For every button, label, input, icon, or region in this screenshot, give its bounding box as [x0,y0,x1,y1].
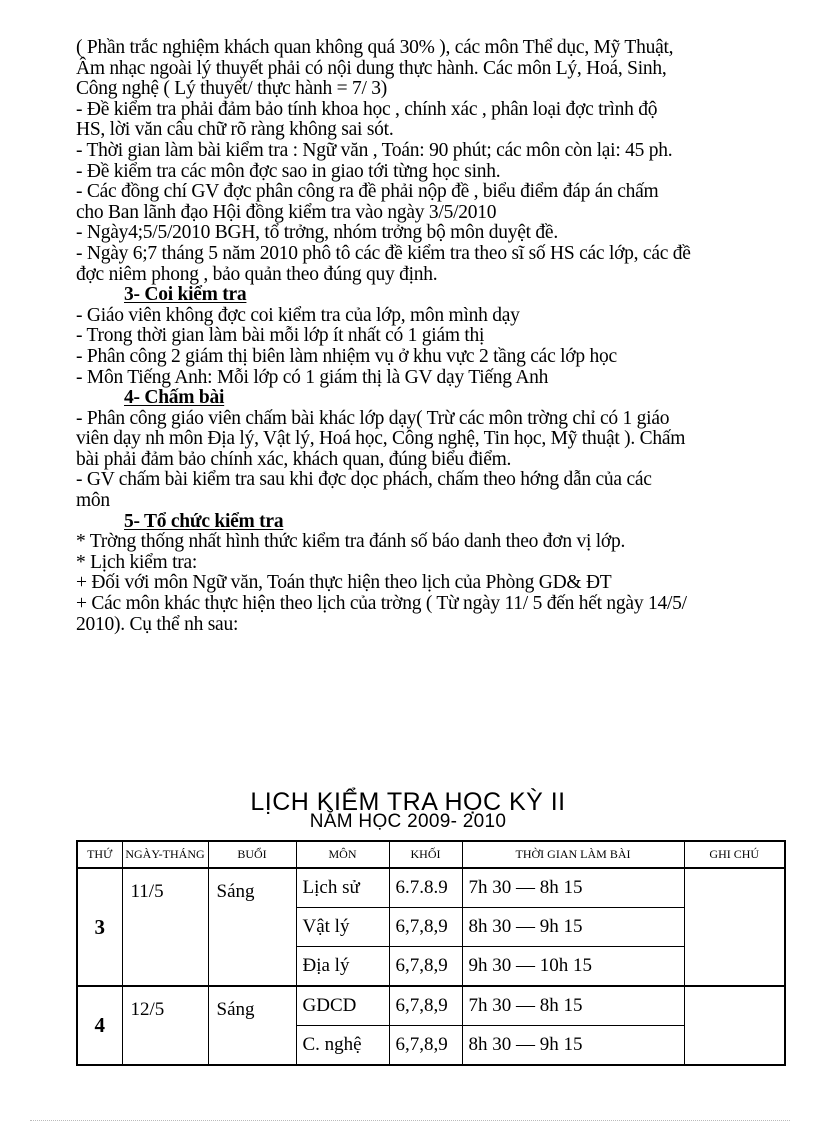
time-cell: 7h 30 — 8h 15 [462,868,684,908]
text-line: - Trong thời gian làm bài mỗi lớp ít nhất có 1 giám thị [76,325,485,347]
time-cell: 7h 30 — 8h 15 [462,986,684,1026]
session-cell: Sáng [208,986,296,1065]
text-line: ( Phần trắc nghiệm khách quan không quá 30% ), các môn Thể dục, Mỹ Thuật, [76,37,674,58]
table-header-row [77,841,785,868]
time-cell: 8h 30 — 9h 15 [462,1026,684,1066]
text-line: - Ngày4;5/5/2010 BGH, tổ trởng, nhóm trởng bộ môn duyệt đề. [76,222,558,244]
text-line: Công nghệ ( Lý thuyết/ thực hành = 7/ 3) [76,78,388,100]
grade-cell: 6,7,8,9 [389,947,462,987]
date-cell: 12/5 [122,986,208,1065]
text-line: - Phân công giáo viên chấm bài khác lớp dạy( Trừ các môn trờng chỉ có 1 giáo [76,407,670,429]
text-line: * Lịch kiểm tra: [76,551,198,573]
text-line: 2010). Cụ thể nh sau: [76,613,239,635]
text-line: * Trờng thống nhất hình thức kiểm tra đánh số báo danh theo đơn vị lớp. [76,531,626,553]
table-row [77,986,785,1026]
text-line: - Các đồng chí GV đợc phân công ra đề phải nộp đề , biểu điểm đáp án chấm [76,181,659,203]
text-line: Âm nhạc ngoài lý thuyết phải có nội dung thực hành. Các môn Lý, Hoá, Sinh, [76,57,667,79]
section-heading: 4- Chấm bài [124,387,225,409]
text-line: - Giáo viên không đợc coi kiểm tra của lớp, môn mình dạy [76,304,520,326]
time-cell: 9h 30 — 10h 15 [462,947,684,987]
grade-cell: 6,7,8,9 [389,908,462,947]
header-ghi-chu: GHI CHÚ [684,841,785,868]
grade-cell: 6.7.8.9 [389,868,462,908]
header-thu: THỨ [77,841,122,868]
exam-schedule-table [76,840,786,1066]
text-line: môn [76,490,110,512]
section-heading: 3- Coi kiểm tra [124,284,247,306]
page-bottom-divider [30,1120,790,1121]
text-line: - Thời gian làm bài kiểm tra : Ngữ văn , Toán: 90 phút; các môn còn lại: 45 ph. [76,139,673,161]
text-line: - Đề kiểm tra các môn đợc sao in giao tới từng học sinh. [76,160,501,182]
header-ngay-thang: NGÀY-THÁNG [122,841,208,868]
text-line: cho Ban lãnh đạo Hội đồng kiểm tra vào ngày 3/5/2010 [76,201,497,223]
subject-cell: Vật lý [296,908,389,947]
session-cell: Sáng [208,868,296,986]
section-heading: 5- Tổ chức kiểm tra [124,510,284,532]
header-thoi-gian: THỜI GIAN LÀM BÀI [462,841,684,868]
text-line: + Các môn khác thực hiện theo lịch của trờng ( Từ ngày 11/ 5 đến hết ngày 14/5/ [76,593,687,615]
subject-cell: Lịch sử [296,868,389,908]
subject-cell: C. nghệ [296,1026,389,1066]
schedule-title: LỊCH KIỂM TRA HỌC KỲ II [250,788,566,816]
header-khoi: KHỐI [389,841,462,868]
note-cell [684,986,785,1065]
table-row [77,868,785,908]
date-cell: 11/5 [122,868,208,986]
day-cell: 3 [77,868,122,986]
schedule-subtitle: NĂM HỌC 2009- 2010 [309,811,507,832]
text-line: HS, lời văn câu chữ rõ ràng không sai sót. [76,119,394,141]
text-line: - Môn Tiếng Anh: Mỗi lớp có 1 giám thị là GV dạy Tiếng Anh [76,366,549,388]
document-body [76,38,796,635]
time-cell: 8h 30 — 9h 15 [462,908,684,947]
subject-cell: GDCD [296,986,389,1026]
text-line: - Đề kiểm tra phải đảm bảo tính khoa học , chính xác , phân loại đợc trình độ [76,98,658,120]
text-line: bài phải đảm bảo chính xác, khách quan, đúng biểu điểm. [76,448,512,470]
text-line: đợc niêm phong , bảo quản theo đúng quy định. [76,263,438,285]
subject-cell: Địa lý [296,947,389,987]
day-cell: 4 [77,986,122,1065]
text-line: - GV chấm bài kiểm tra sau khi đợc dọc phách, chấm theo hớng dẫn của các [76,469,652,491]
header-buoi: BUỔI [208,841,296,868]
grade-cell: 6,7,8,9 [389,986,462,1026]
text-line: - Ngày 6;7 tháng 5 năm 2010 phô tô các đề kiểm tra theo sĩ số HS các lớp, các đề [76,242,691,264]
note-cell [684,868,785,986]
header-mon: MÔN [296,841,389,868]
text-line: + Đối với môn Ngữ văn, Toán thực hiện theo lịch của Phòng GD& ĐT [76,572,612,594]
grade-cell: 6,7,8,9 [389,1026,462,1066]
text-line: viên dạy nh môn Địa lý, Vật lý, Hoá học, Công nghệ, Tin học, Mỹ thuật ). Chấm [76,428,686,450]
text-line: - Phân công 2 giám thị biên làm nhiệm vụ ở khu vực 2 tầng các lớp học [76,345,617,367]
